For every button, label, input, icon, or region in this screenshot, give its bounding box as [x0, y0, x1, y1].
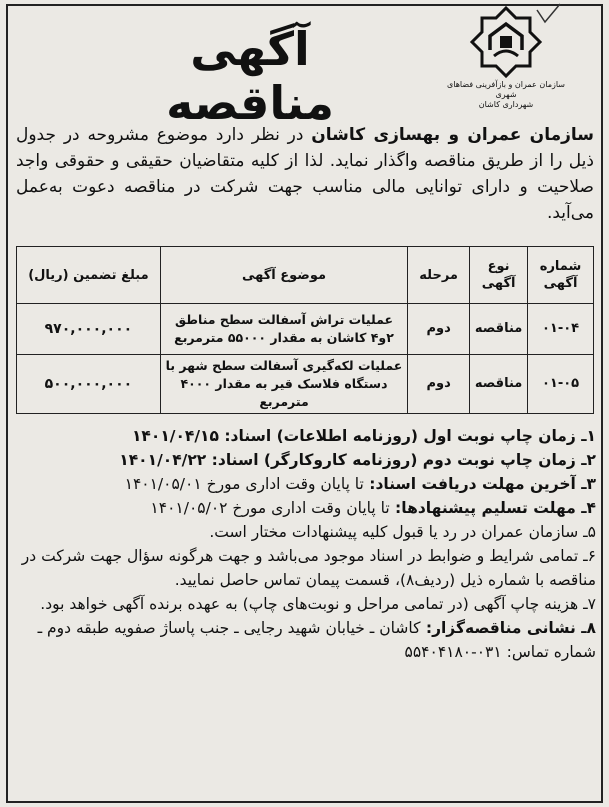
cell-type: مناقصه	[470, 304, 528, 355]
notice-header	[0, 0, 609, 130]
cell-number: ۰۱-۰۴	[528, 304, 594, 355]
organization-name: سازمان عمران و بهسازی کاشان	[311, 125, 594, 145]
item-5	[16, 520, 596, 544]
intro-text: در نظر دارد موضوع مشروحه در جدول ذیل را از طریق مناقصه واگذار نماید. لذا از کلیه متقاضیان حقیقی و حقوقی واجد صلاحیت و دارای توانایی مالی مناسب جهت شرکت در مناقصه دعوت به‌عمل می‌آید.	[16, 125, 594, 223]
item-value: تا پایان وقت اداری مورخ ۱۴۰۱/۰۵/۰۲	[150, 499, 390, 517]
header-type: نوع آگهی	[470, 247, 528, 304]
notice-title: آگهی مناقصه	[166, 22, 334, 130]
item-2	[16, 448, 596, 472]
notice-items	[16, 424, 596, 664]
table-row	[17, 304, 594, 355]
item-value: ۵ـ سازمان عمران در رد یا قبول کلیه پیشنهادات مختار است.	[209, 523, 596, 541]
cell-stage: دوم	[408, 355, 470, 414]
item-label: ۳ـ آخرین مهلت دریافت اسناد:	[363, 475, 596, 493]
logo-emblem-icon	[466, 6, 546, 80]
item-label: ۸ـ نشانی مناقصه‌گزار:	[420, 619, 596, 637]
item-value: ۱۴۰۱/۰۴/۱۵	[131, 427, 219, 445]
table-row	[17, 355, 594, 414]
item-4	[16, 496, 596, 520]
logo-caption-line-2: شهرداری کاشان	[478, 100, 534, 109]
header-subject: موضوع آگهی	[160, 247, 407, 304]
item-8	[16, 616, 596, 664]
table-header-row	[17, 247, 594, 304]
item-1	[16, 424, 596, 448]
item-label: ۲ـ زمان چاپ نوبت دوم (روزنامه کاروکارگر) اسناد:	[206, 451, 596, 469]
cell-amount: ۹۷۰,۰۰۰,۰۰۰	[17, 304, 161, 355]
cell-number: ۰۱-۰۵	[528, 355, 594, 414]
item-value: ۱۴۰۱/۰۴/۲۲	[119, 451, 207, 469]
item-value: ۷ـ هزینه چاپ آگهی (در تمامی مراحل و نوبت‌های چاپ) به عهده برنده آگهی خواهد بود.	[40, 595, 596, 613]
cell-type: مناقصه	[470, 355, 528, 414]
item-7	[16, 592, 596, 616]
cell-subject: عملیات لکه‌گیری آسفالت سطح شهر با دستگاه فلاسک قیر به مقدار ۴۰۰۰ مترمربع	[160, 355, 407, 414]
cell-stage: دوم	[408, 304, 470, 355]
header-amount: مبلغ تضمین (ریال)	[17, 247, 161, 304]
cell-subject: عملیات تراش آسفالت سطح مناطق ۲و۴ کاشان به مقدار ۵۵۰۰۰ مترمربع	[160, 304, 407, 355]
item-3	[16, 472, 596, 496]
header-number: شماره آگهی	[528, 247, 594, 304]
item-value: تا پایان وقت اداری مورخ ۱۴۰۱/۰۵/۰۱	[124, 475, 364, 493]
item-6	[16, 544, 596, 592]
tender-table	[16, 246, 594, 414]
cell-amount: ۵۰۰,۰۰۰,۰۰۰	[17, 355, 161, 414]
organization-logo	[436, 6, 576, 116]
item-label: ۴ـ مهلت تسلیم پیشنهادها:	[389, 499, 596, 517]
header-stage: مرحله	[408, 247, 470, 304]
logo-caption-line-1: سازمان عمران و بازآفرینی فضاهای شهری	[447, 80, 565, 99]
item-label: ۱ـ زمان چاپ نوبت اول (روزنامه اطلاعات) اسناد:	[218, 427, 596, 445]
intro-paragraph	[16, 122, 594, 226]
item-value: ۶ـ تمامی شرایط و ضوابط در اسناد موجود می‌باشد و جهت هرگونه سؤال جهت شرکت در مناقصه با شماره ذیل (ردیف۸)، قسمت پیمان تماس حاصل نمایید.	[21, 547, 596, 589]
item-value: کاشان ـ خیابان شهید رجایی ـ جنب پاساژ صفویه طبقه دوم ـ شماره تماس: ۰۳۱-۵۵۴۰۴۱۸۰	[37, 619, 596, 661]
